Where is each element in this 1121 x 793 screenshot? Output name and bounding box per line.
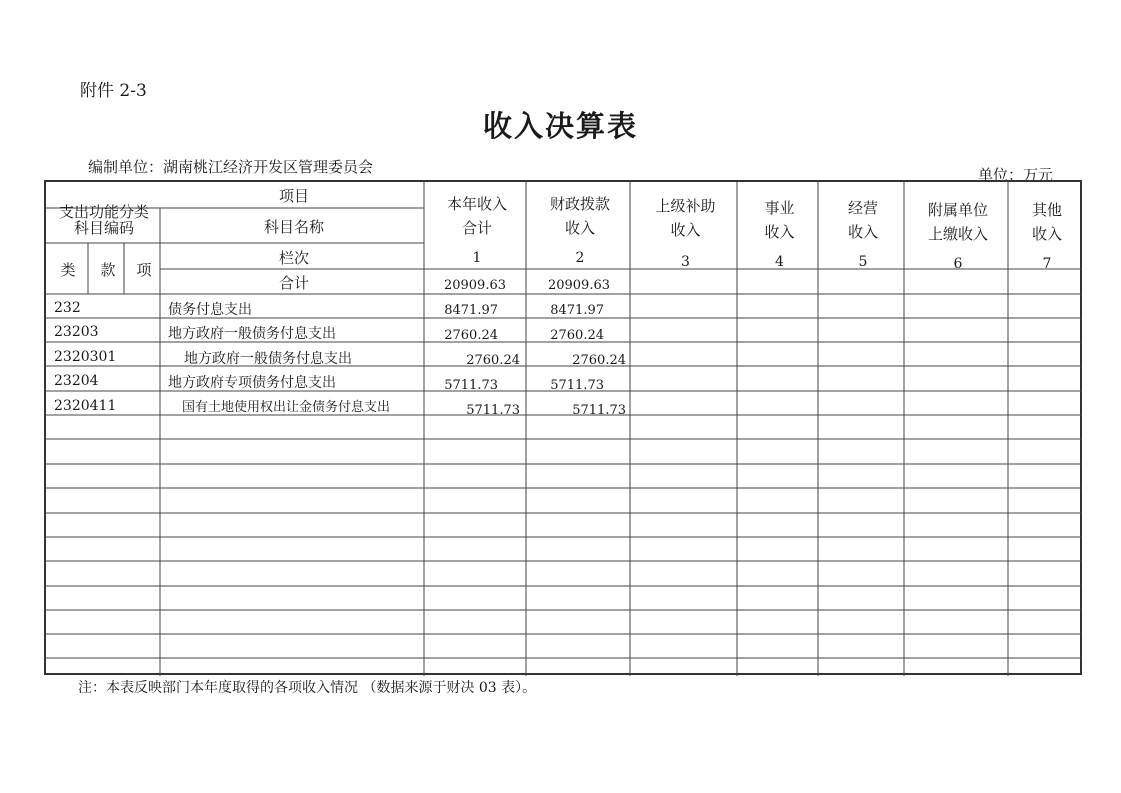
col4-number: 4 (775, 254, 784, 270)
row-name: 地方政府专项债务付息支出 (168, 375, 336, 391)
col1-number: 1 (472, 250, 482, 266)
row-name: 债务付息支出 (168, 302, 252, 318)
header-subject-name: 科目名称 (263, 218, 324, 236)
row-name: 地方政府一般债务付息支出 (184, 351, 352, 367)
col6-header-line1: 附属单位 (927, 201, 988, 219)
col6-number: 6 (953, 256, 963, 272)
row-c2: 2760.24 (550, 328, 604, 343)
col1-header-line1: 本年收入 (446, 195, 507, 213)
header-lei: 类 (60, 261, 76, 279)
row-code: 2320411 (54, 398, 117, 414)
col5-number: 5 (858, 254, 868, 270)
header-item: 项目 (278, 187, 309, 205)
row-c1: 5711.73 (466, 403, 520, 418)
row-name: 地方政府一般债务付息支出 (168, 326, 336, 342)
total-c2: 20909.63 (547, 278, 610, 293)
row-c1: 2760.24 (466, 353, 520, 368)
row-c2: 8471.97 (550, 303, 604, 318)
col5-header-line1: 经营 (847, 199, 878, 217)
page-title: 收入决算表 (482, 109, 638, 143)
org-label: 编制单位：湖南桃江经济开发区管理委员会 (88, 158, 374, 176)
row-code: 23203 (54, 324, 99, 340)
income-table (44, 180, 1082, 675)
col7-number: 7 (1042, 256, 1052, 272)
col2-number: 2 (575, 250, 585, 266)
col3-number: 3 (681, 254, 690, 270)
col3-header-line1: 上级补助 (655, 197, 716, 215)
col7-header-line2: 收入 (1031, 225, 1062, 243)
attachment-label: 附件 2-3 (80, 81, 147, 101)
row-code: 23204 (54, 373, 99, 389)
header-func-class: 支出功能分类 (58, 203, 149, 221)
header-xiang: 项 (136, 261, 152, 279)
unit-label: 单位：万元 (978, 166, 1054, 184)
col1-header-line2: 合计 (461, 219, 492, 237)
row-code: 232 (54, 300, 81, 316)
footnote: 注：本表反映部门本年度取得的各项收入情况 （数据来源于财决 03 表）。 (78, 680, 537, 696)
row-c2: 5711.73 (572, 403, 626, 418)
col6-header-line2: 上缴收入 (927, 225, 988, 243)
col5-header-line2: 收入 (847, 223, 878, 241)
col4-header-line1: 事业 (764, 199, 795, 217)
header-func-code: 科目编码 (73, 219, 134, 237)
col7-header-line1: 其他 (1031, 201, 1062, 219)
col2-header-line1: 财政拨款 (549, 195, 610, 213)
total-c1: 20909.63 (443, 278, 506, 293)
row-c2: 5711.73 (550, 378, 604, 393)
row-c2: 2760.24 (572, 353, 626, 368)
col2-header-line2: 收入 (564, 219, 595, 237)
row-name: 国有土地使用权出让金债务付息支出 (182, 400, 391, 415)
col4-header-line2: 收入 (764, 223, 795, 241)
col3-header-line2: 收入 (670, 221, 701, 239)
row-c1: 5711.73 (444, 378, 498, 393)
row-c1: 8471.97 (444, 303, 498, 318)
row-code: 2320301 (54, 349, 117, 365)
header-lanci: 栏次 (278, 249, 309, 267)
row-c1: 2760.24 (444, 328, 498, 343)
header-heji: 合计 (278, 274, 309, 292)
header-kuan: 款 (100, 261, 116, 279)
